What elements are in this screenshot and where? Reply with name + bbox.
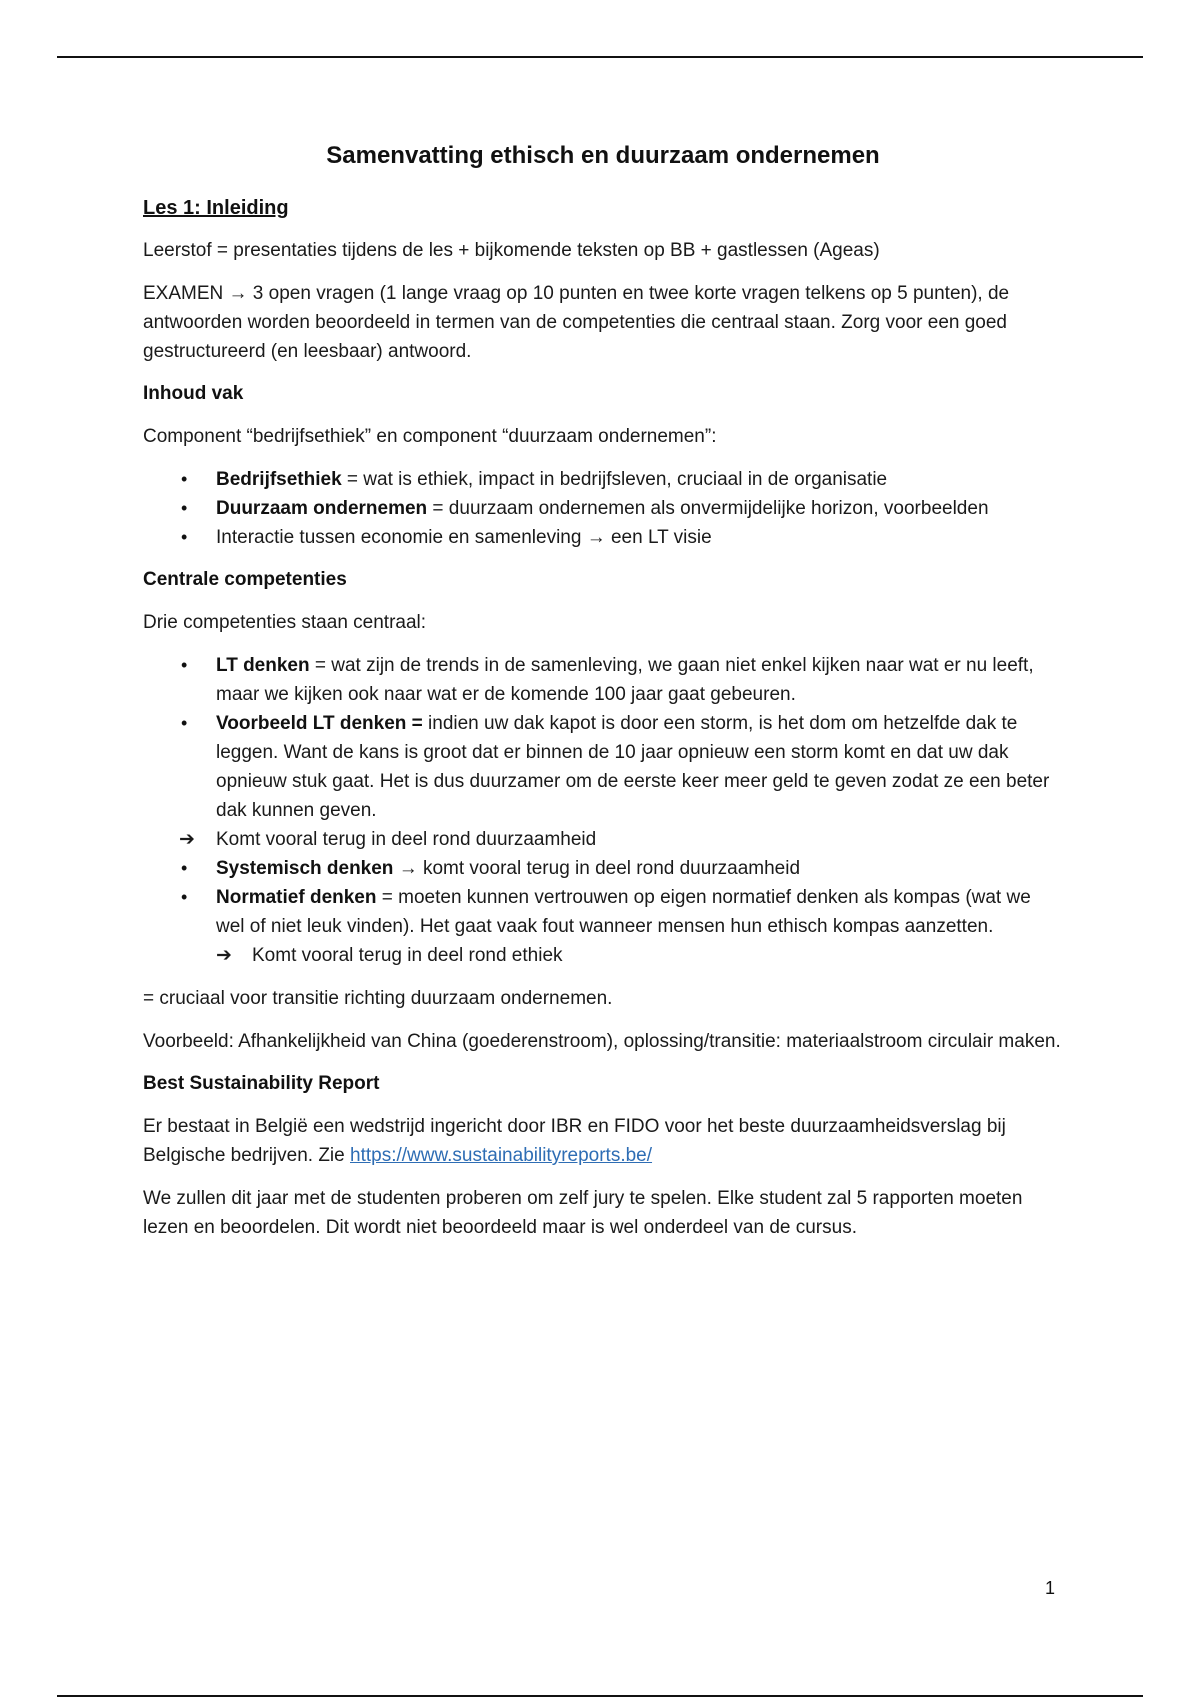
list-item — [143, 941, 1063, 970]
best-report-paragraph — [143, 1112, 1063, 1170]
footer-rule — [57, 1695, 1143, 1697]
bullet-term: Normatief denken — [216, 887, 377, 908]
sustainability-reports-link[interactable]: https://www.sustainabilityreports.be/ — [350, 1145, 653, 1166]
list-item — [143, 825, 1063, 854]
inhoud-list — [143, 465, 1063, 552]
bullet-text: Interactie tussen economie en samenleving → een LT visie — [216, 527, 712, 548]
header-rule — [57, 56, 1143, 58]
list-item — [143, 651, 1063, 709]
bullet-text: = moeten kunnen vertrouwen op eigen normatief denken als kompas (wat we wel of niet leuk vinden). Het gaat vaak fout wanneer mensen hun ethisch kompas aanzetten. — [216, 887, 1031, 937]
bullet-text: Komt vooral terug in deel rond ethiek — [252, 945, 563, 966]
arrow-icon: ➔ — [216, 945, 232, 966]
bullet-text: → komt vooral terug in deel rond duurzaamheid — [393, 858, 801, 879]
bullet-text: = wat zijn de trends in de samenleving, we gaan niet enkel kijken naar wat er nu leeft, maar we kijken ook naar wat er de komende 100 jaar gaat gebeuren. — [216, 655, 1034, 705]
jury-paragraph: We zullen dit jaar met de studenten proberen om zelf jury te spelen. Elke student zal 5 rapporten moeten lezen en beoordelen. Dit wordt niet beoordeeld maar is wel onderdeel van de cursus. — [143, 1188, 1023, 1238]
inhoud-heading: Inhoud vak — [143, 383, 244, 404]
bullet-term: Voorbeeld LT denken = — [216, 713, 423, 734]
best-report-heading: Best Sustainability Report — [143, 1073, 380, 1094]
bullet-text: = duurzaam ondernemen als onvermijdelijke horizon, voorbeelden — [427, 498, 989, 519]
list-item — [143, 494, 1063, 523]
bullet-text: Komt vooral terug in deel rond duurzaamheid — [216, 829, 597, 850]
page-number: 1 — [1045, 1578, 1056, 1598]
lesson-heading: Les 1: Inleiding — [143, 197, 289, 219]
bullet-text: = wat is ethiek, impact in bedrijfsleven, cruciaal in de organisatie — [341, 469, 888, 490]
competenties-list — [143, 651, 1063, 970]
competenties-intro: Drie competenties staan centraal: — [143, 612, 427, 633]
arrow-icon: ➔ — [179, 829, 195, 850]
voorbeeld-paragraph: Voorbeeld: Afhankelijkheid van China (goederenstroom), oplossing/transitie: materiaalstroom circulair maken. — [143, 1031, 1061, 1052]
list-item — [143, 854, 1063, 883]
bullet-term: Systemisch denken — [216, 858, 394, 879]
list-item — [143, 465, 1063, 494]
document-title: Samenvatting ethisch en duurzaam ondernemen — [326, 142, 880, 169]
bullet-term: Duurzaam ondernemen — [216, 498, 428, 519]
bullet-term: Bedrijfsethiek — [216, 469, 342, 490]
competenties-heading: Centrale competenties — [143, 569, 347, 590]
examen-paragraph: EXAMEN → 3 open vragen (1 lange vraag op 10 punten en twee korte vragen telkens op 5 punten), de antwoorden worden beoordeeld in termen van de competenties die centraal staan. Zorg voor een goed gestructureerd (en leesbaar) antwoord. — [143, 283, 1010, 362]
cruciaal-paragraph: = cruciaal voor transitie richting duurzaam ondernemen. — [143, 988, 613, 1009]
bullet-text: indien uw dak kapot is door een storm, is het dom om hetzelfde dak te leggen. Want de kans is groot dat er binnen de 10 jaar opnieuw een storm komt en dat uw dak opnieuw stuk gaat. Het is dus duurzamer om de eerste keer meer geld te geven zodat ze een beter dak kunnen geven. — [216, 713, 1050, 821]
list-item — [143, 883, 1063, 941]
component-intro: Component “bedrijfsethiek” en component “duurzaam ondernemen”: — [143, 426, 717, 447]
leerstof-paragraph: Leerstof = presentaties tijdens de les + bijkomende teksten op BB + gastlessen (Ageas) — [143, 240, 880, 261]
bullet-term: LT denken — [216, 655, 310, 676]
document-body — [143, 140, 1063, 1256]
list-item — [143, 709, 1063, 825]
best-report-text: Er bestaat in België een wedstrijd ingericht door IBR en FIDO voor het beste duurzaamheidsverslag bij Belgische bedrijven. Zie — [143, 1116, 1006, 1166]
list-item — [143, 523, 1063, 552]
